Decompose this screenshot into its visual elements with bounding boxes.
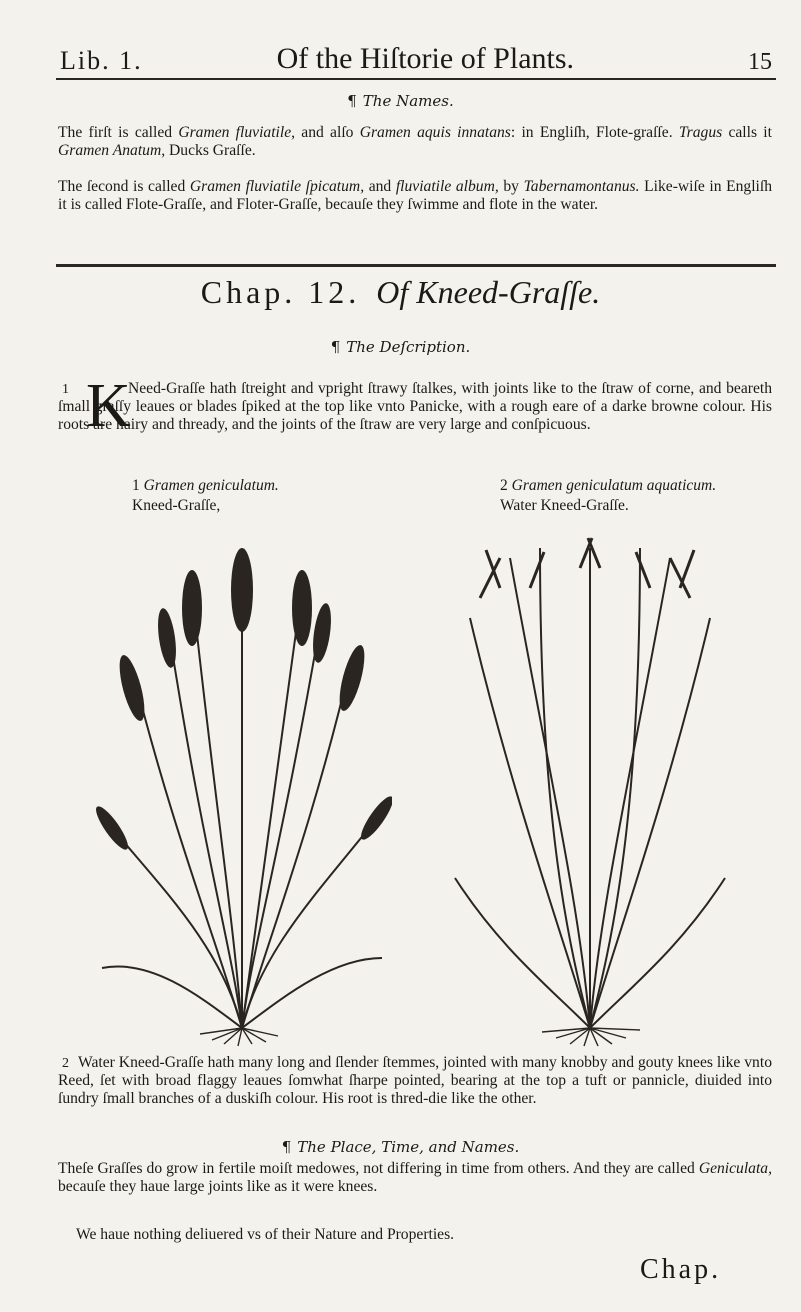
- description-heading: ¶ The Deſcription.: [330, 338, 471, 356]
- section-rule: [56, 264, 776, 267]
- figure-number: 1: [132, 477, 140, 494]
- folio-number: 15: [748, 49, 772, 75]
- drop-cap: K: [86, 372, 131, 440]
- figure-number: 2: [500, 477, 508, 494]
- catchword: Chap.: [640, 1254, 722, 1285]
- chapter-title: Of Kneed-Graſſe.: [376, 274, 601, 310]
- woodcut-kneed-grass: [92, 528, 392, 1048]
- description-paragraph-2: Water Kneed-Graſſe hath many long and ſlender ſtemmes, jointed with many knobby and gouty knees like vnto Reed, ſet with broad flaggy leaues ſomwhat ſharpe pointed, bearing at the top a tuft or pannicle, diuided into ſundry ſmall branches of a duskiſh colour. His root is thred-die like the other.: [58, 1054, 772, 1107]
- place-paragraph: Theſe Graſſes do grow in fertile moiſt medowes, not differing in time from others. And they are called Geniculata, becauſe they haue large joints like as it were knees.: [58, 1160, 772, 1195]
- chapter-heading: [0, 274, 801, 311]
- names-heading: ¶ The Names.: [347, 92, 454, 110]
- pilcrow-icon: ¶: [281, 1138, 292, 1156]
- virtues-paragraph: We haue nothing deliuered vs of their Nature and Properties.: [76, 1226, 455, 1243]
- woodcut-water-kneed-grass: [440, 528, 740, 1048]
- names-paragraph-1: The firſt is called Gramen fluviatile, and alſo Gramen aquis innatans: in Engliſh, Flote-graſſe. Tragus calls it Gramen Anatum, Ducks Graſſe.: [58, 124, 772, 159]
- figure-english-name: Kneed-Graſſe,: [132, 497, 221, 514]
- head-rule: [56, 78, 776, 80]
- figure-2-caption: [500, 476, 716, 516]
- figure-1-caption: [132, 476, 279, 516]
- figure-english-name: Water Kneed-Graſſe.: [500, 497, 629, 514]
- figure-latin-name: Gramen geniculatum.: [143, 477, 279, 494]
- chapter-number: Chap. 12.: [200, 274, 361, 310]
- paragraph-number: 2: [62, 1056, 69, 1071]
- paragraph-number: 1: [62, 382, 69, 397]
- place-heading: ¶ The Place, Time, and Names.: [281, 1138, 520, 1156]
- running-title: Of the Hiſtorie of Plants.: [276, 42, 575, 75]
- grass-plant-illustration: [92, 528, 392, 1048]
- description-paragraph-1: Need-Graſſe hath ſtreight and vpright ſtrawy ſtalkes, with joints like to the ſtraw of corne, and beareth ſmall graſſy leaues or blades ſpiked at the top like vnto Panicke, with a rough eare of a darke browne colour. His roots are hairy and thready, and the joints of the ſtraw are very large and conſpicuous.: [58, 380, 772, 433]
- book-number: Lib. 1.: [60, 46, 143, 75]
- water-grass-plant-illustration: [440, 528, 740, 1048]
- figure-latin-name: Gramen geniculatum aquaticum.: [511, 477, 717, 494]
- pilcrow-icon: ¶: [347, 92, 357, 110]
- running-head: [60, 28, 772, 76]
- names-paragraph-2: The ſecond is called Gramen fluviatile ſpicatum, and fluviatile album, by Tabernamontanus. Like-wiſe in Engliſh it is called Flote-Graſſe, and Floter-Graſſe, becauſe they ſwimme and flote in the water.: [58, 178, 773, 213]
- pilcrow-icon: ¶: [330, 338, 341, 356]
